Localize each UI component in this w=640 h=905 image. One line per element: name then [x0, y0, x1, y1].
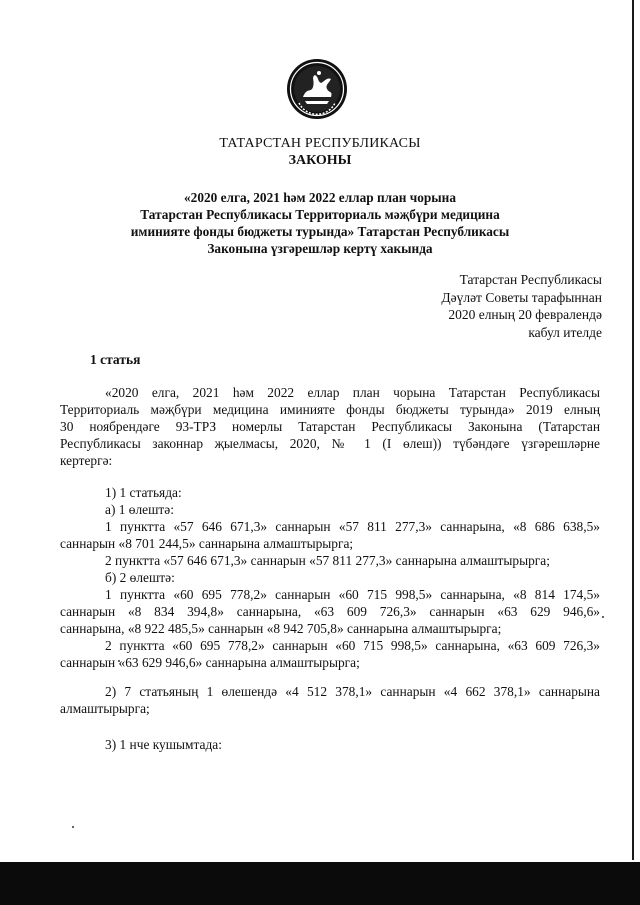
text-line: 2) 7 статьяның 1 өлешендә «4 512 378,1» саннарын «4 662 378,1» саннарына — [105, 684, 600, 699]
law-label: ЗАКОНЫ — [288, 153, 352, 168]
item-3 — [60, 736, 600, 753]
text-line: Республикасы законнар җыелмасы, 2020, № 1 (I өлеш)) түбәндәге үзгәрешләрне — [60, 436, 600, 451]
scan-edge-right — [632, 0, 634, 860]
tatarstan-coat-of-arms-icon — [285, 57, 349, 121]
item-1 — [60, 484, 600, 671]
text-line: Территориаль мәҗбүри медицина иминияте фонды бюджеты турында» 2019 елның — [60, 402, 600, 417]
text-line: саннарын «63 629 946,6» саннарына алмаштырырга; — [60, 655, 360, 670]
item-2 — [60, 683, 600, 717]
text-line: кертергә: — [60, 453, 113, 468]
text-line: саннарын «8 834 394,8» саннарына, «63 609 726,3» саннарын «63 629 946,6» — [60, 604, 600, 619]
title-line: Законына үзгәрешләр кертү хакында — [207, 241, 433, 256]
adoption-block — [342, 271, 602, 341]
intro-paragraph — [60, 384, 600, 469]
adoption-line: Дәүләт Советы тарафыннан — [441, 289, 602, 305]
text-line: саннарына, «8 922 485,5» саннарын «8 942 705,8» саннарына алмаштырырга; — [60, 621, 502, 636]
scan-speck — [72, 826, 74, 828]
law-title — [95, 189, 545, 257]
text-line: 3) 1 нче кушымтада: — [105, 737, 222, 752]
adoption-line: кабул ителде — [528, 324, 602, 340]
title-line: Татарстан Республикасы Территориаль мәҗбүри медицина — [140, 207, 500, 222]
text-line: 2 пунктта «60 695 778,2» саннарын «60 715 998,5» саннарына, «63 609 726,3» — [105, 638, 600, 653]
title-line: иминияте фонды бюджеты турында» Татарстан Республикасы — [130, 224, 510, 239]
text-line: 1 пунктта «57 646 671,3» саннарын «57 811 277,3» саннарына, «8 686 638,5» — [105, 519, 600, 534]
text-line: 2 пунктта «57 646 671,3» саннарын «57 811 277,3» саннарына алмаштырырга; — [105, 553, 550, 568]
text-line: саннарын «8 701 244,5» саннарына алмаштырырга; — [60, 536, 354, 551]
text-line: 30 ноябрендәге 93-ТРЗ номерлы Татарстан Республикасы Законына (Татарстан — [60, 419, 600, 434]
text-line: 1) 1 статьяда: — [105, 485, 182, 500]
adoption-line: Татарстан Республикасы — [459, 272, 602, 287]
text-line: 1 пунктта «60 695 778,2» саннарын «60 715 998,5» саннарына, «8 814 174,5» — [105, 587, 600, 602]
scan-speck — [602, 616, 604, 618]
text-line: а) 1 өлештә: — [105, 502, 174, 517]
republic-name: ТАТАРСТАН РЕСПУБЛИКАСЫ — [219, 136, 421, 151]
scan-bottom-bar — [0, 862, 640, 905]
article-heading: 1 статья — [90, 352, 141, 367]
text-line: б) 2 өлештә: — [105, 570, 175, 585]
title-line: «2020 елга, 2021 һәм 2022 еллар план чорына — [184, 190, 456, 205]
text-line: «2020 елга, 2021 һәм 2022 еллар план чорына Татарстан Республикасы — [105, 385, 600, 400]
text-line: алмаштырырга; — [60, 701, 150, 716]
adoption-line: 2020 елның 20 февралендә — [448, 307, 602, 322]
